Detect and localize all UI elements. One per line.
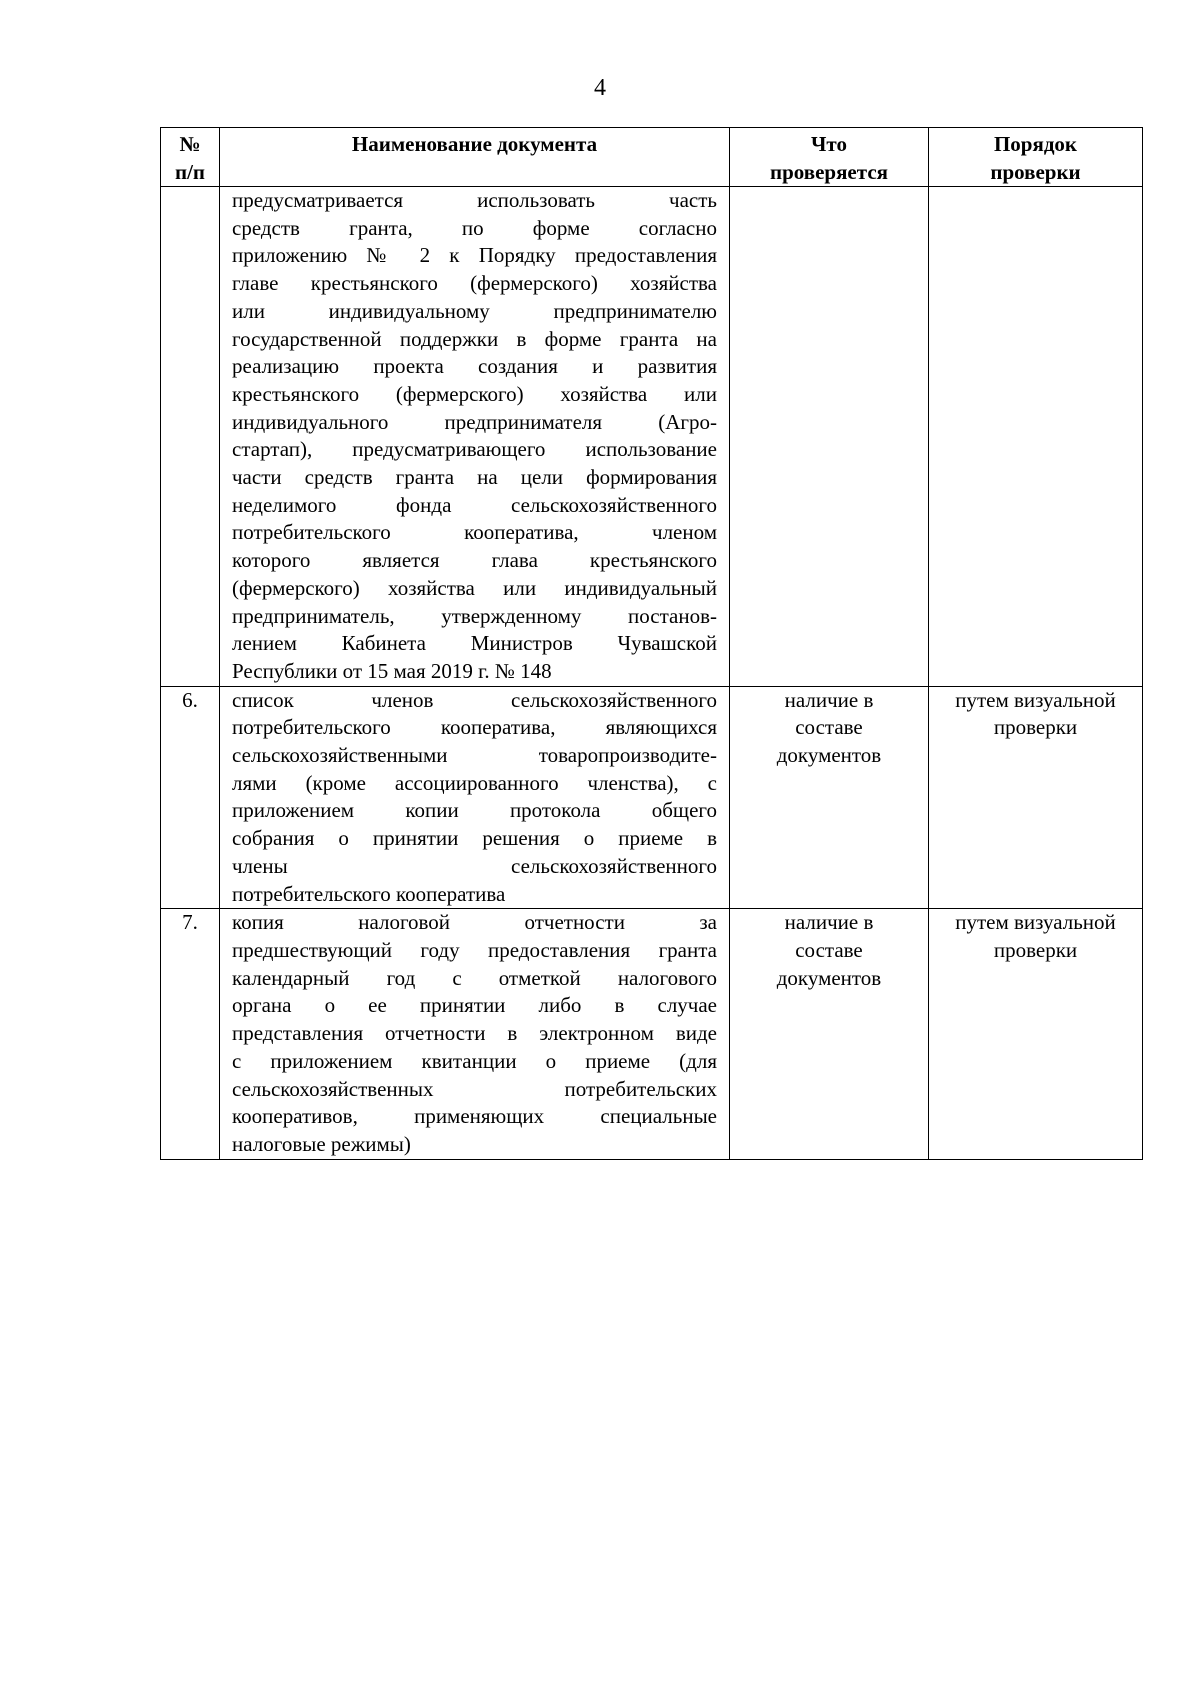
header-what <box>730 128 929 187</box>
row-number <box>161 187 220 687</box>
check-procedure-cell <box>929 686 1143 909</box>
document-name-line: приложением копии протокола общего <box>232 798 717 823</box>
what-checked-cell <box>730 909 929 1159</box>
document-name-line: календарный год с отметкой налогового <box>232 965 717 990</box>
document-name-line: копия налоговой отчетности за <box>232 910 717 935</box>
document-name-line: сельскохозяйственных потребительских <box>232 1076 717 1101</box>
document-name-cell <box>220 686 730 909</box>
what-checked-line: наличие в <box>784 687 874 712</box>
what-checked-line: составе <box>795 937 863 962</box>
document-name-line: налоговые режимы) <box>232 1131 411 1156</box>
document-name-line: индивидуального предпринимателя (Агро- <box>232 409 717 434</box>
document-name-line: представления отчетности в электронном виде <box>232 1021 717 1046</box>
header-num <box>161 128 220 187</box>
document-name-line: (фермерского) хозяйства или индивидуальный <box>232 575 717 600</box>
document-name-line: предусматривается использовать часть <box>232 188 717 212</box>
what-checked-cell <box>730 187 929 687</box>
document-name-cell <box>220 909 730 1159</box>
document-name-line: неделимого фонда сельскохозяйственного <box>232 492 717 517</box>
header-num-line-2: п/п <box>174 160 206 184</box>
what-checked-cell <box>730 686 929 909</box>
document-name-line: предшествующий году предоставления гранта <box>232 937 717 962</box>
table-row <box>161 909 1143 1159</box>
what-checked-line: наличие в <box>784 910 874 935</box>
document-name-line: приложению № 2 к Порядку предоставления <box>232 243 717 268</box>
header-name <box>220 128 730 187</box>
table-row <box>161 187 1143 687</box>
table-row <box>161 686 1143 909</box>
table-header-row <box>161 128 1143 187</box>
check-procedure-cell <box>929 909 1143 1159</box>
check-procedure-line: проверки <box>993 715 1078 740</box>
document-name-line: лями (кроме ассоциированного членства), с <box>232 770 717 795</box>
row-number: 7. <box>161 909 220 1159</box>
row-number: 6. <box>161 686 220 909</box>
header-how-line-2: проверки <box>990 160 1081 184</box>
document-name-line: которого является глава крестьянского <box>232 548 717 573</box>
header-how-line-1: Порядок <box>993 132 1078 156</box>
header-how <box>929 128 1143 187</box>
document-name-line: члены сельскохозяйственного <box>232 853 717 878</box>
document-name-line: собрания о принятии решения о приеме в <box>232 826 717 851</box>
document-name-line: предприниматель, утвержденному постанов- <box>232 603 717 628</box>
document-name-line: или индивидуальному предпринимателю <box>232 298 717 323</box>
document-name-line: Республики от 15 мая 2019 г. № 148 <box>232 658 552 683</box>
check-procedure-line: проверки <box>993 937 1078 962</box>
document-name-line: органа о ее принятии либо в случае <box>232 993 717 1018</box>
page-number: 4 <box>594 75 606 101</box>
document-name-line: кооперативов, применяющих специальные <box>232 1104 717 1129</box>
what-checked-line: документов <box>776 743 882 768</box>
check-procedure-cell <box>929 187 1143 687</box>
document-name-line: главе крестьянского (фермерского) хозяйства <box>232 271 717 296</box>
document-name-line: крестьянского (фермерского) хозяйства или <box>232 381 717 406</box>
document-name-line: потребительского кооператива, членом <box>232 520 717 545</box>
document-name-line: лением Кабинета Министров Чувашской <box>232 631 717 656</box>
document-name-line: сельскохозяйственными товаропроизводите- <box>232 743 717 768</box>
what-checked-line: документов <box>776 965 882 990</box>
document-name-line: потребительского кооператива, являющихся <box>232 715 717 740</box>
document-name-line: потребительского кооператива <box>232 881 506 906</box>
document-name-line: стартап), предусматривающего использование <box>232 437 717 462</box>
header-what-line-1: Что <box>811 132 847 156</box>
document-name-line: части средств гранта на цели формирования <box>232 465 717 490</box>
header-what-line-2: проверяется <box>769 160 889 184</box>
check-procedure-line: путем визуальной <box>955 910 1116 935</box>
document-name-line: средств гранта, по форме согласно <box>232 215 717 240</box>
document-name-line: с приложением квитанции о приеме (для <box>232 1048 717 1073</box>
document-name-line: реализацию проекта создания и развития <box>232 354 717 379</box>
document-name-line: государственной поддержки в форме гранта на <box>232 326 717 351</box>
document-table <box>160 127 1143 1160</box>
header-name-text: Наименование документа <box>351 132 598 156</box>
check-procedure-line: путем визуальной <box>955 687 1116 712</box>
what-checked-line: составе <box>795 715 863 740</box>
table-body <box>161 187 1143 1160</box>
document-name-line: список членов сельскохозяйственного <box>232 687 717 712</box>
document-name-cell <box>220 187 730 687</box>
header-num-line-1: № <box>179 132 201 156</box>
